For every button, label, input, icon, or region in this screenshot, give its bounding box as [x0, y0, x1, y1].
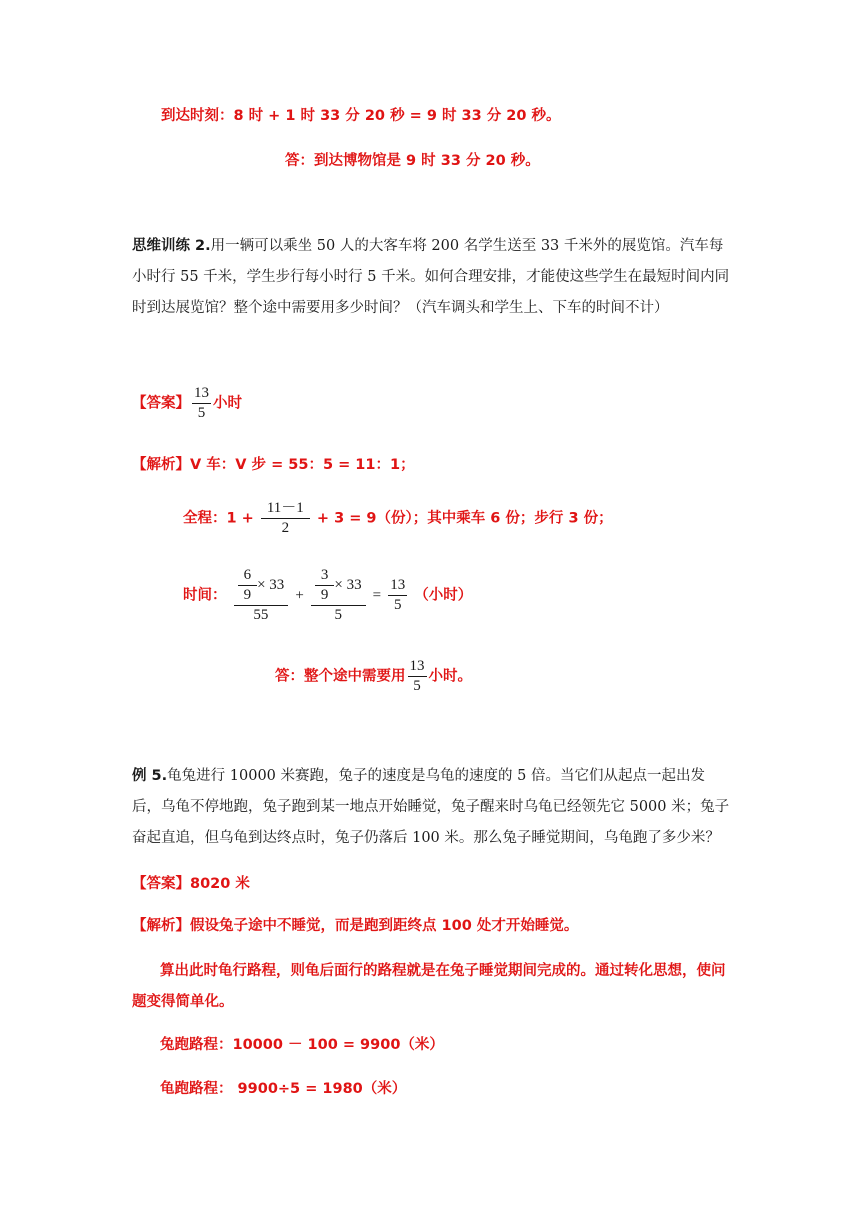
result-fraction — [388, 576, 407, 615]
time-line — [183, 566, 472, 625]
final-answer-suffix: 小时。 — [428, 668, 472, 685]
inner-fraction — [238, 566, 258, 605]
example-5-problem — [132, 761, 732, 854]
time-unit: （小时） — [414, 587, 473, 604]
answer-label: 【答案】 — [132, 876, 190, 892]
fraction-numerator: 11－1 — [266, 500, 304, 516]
times-term: × 33 — [334, 576, 362, 593]
fraction-numerator: 13 — [409, 658, 425, 674]
arrival-answer-line: 答：到达博物馆是 9 时 33 分 20 秒。 — [285, 153, 540, 169]
fraction-denominator: 5 — [408, 676, 427, 696]
answer-1 — [132, 384, 242, 423]
tortoise-distance-line: 龟跑路程： 9900÷5 = 1980（米） — [160, 1081, 407, 1097]
answer-value: 8020 米 — [190, 876, 250, 892]
full-distance-prefix: 全程：1 + — [183, 510, 254, 527]
answer-2 — [132, 872, 250, 893]
fraction-numerator: 13 — [194, 385, 209, 401]
answer-label: 【答案】 — [132, 395, 190, 412]
analysis-label: 【解析】 — [132, 918, 190, 934]
fraction-numerator: 3 — [320, 567, 329, 583]
fraction-denominator: 55 — [234, 605, 289, 625]
plus-sign: + — [295, 587, 304, 604]
answer-unit: 小时 — [213, 395, 242, 412]
full-distance-suffix: + 3 = 9（份）；其中乘车 6 份；步行 3 份； — [316, 510, 613, 527]
arrival-time-line: 到达时刻：8 时 + 1 时 33 分 20 秒 = 9 时 33 分 20 秒。 — [161, 108, 561, 124]
explanation-paragraph: 算出此时龟行路程，则龟后面行的路程就是在兔子睡觉期间完成的。通过转化思想，使问题变得简单化。 — [132, 963, 726, 1010]
inner-fraction — [315, 566, 335, 605]
analysis-1 — [132, 453, 415, 474]
analysis-2 — [132, 914, 578, 935]
fraction — [408, 657, 427, 696]
fraction-denominator: 5 — [388, 595, 407, 615]
training-label: 思维训练 2. — [132, 238, 211, 254]
compound-fraction-2 — [311, 566, 366, 625]
fraction-denominator: 2 — [261, 518, 310, 538]
example-label: 例 5. — [132, 768, 168, 784]
answer-1-final — [275, 657, 472, 696]
fraction-denominator: 5 — [311, 605, 366, 625]
speed-ratio: V 车：V 步 = 55：5 = 11：1； — [190, 457, 415, 473]
fraction — [261, 499, 310, 538]
fraction-denominator: 5 — [192, 403, 211, 423]
final-answer-prefix: 答：整个途中需要用 — [275, 668, 406, 685]
fraction-denominator: 9 — [315, 585, 335, 605]
full-distance-line — [183, 499, 613, 538]
compound-fraction-1 — [234, 566, 289, 625]
times-term: × 33 — [257, 576, 285, 593]
fraction-denominator: 9 — [238, 585, 258, 605]
fraction — [192, 384, 211, 423]
example-text: 龟兔进行 10000 米赛跑，兔子的速度是乌龟的速度的 5 倍。当它们从起点一起出发后，乌龟不停地跑，兔子跑到某一地点开始睡觉，兔子醒来时乌龟已经领先它 5000 米；兔子奋起直追，但乌龟到达终点时，兔子仍落后 100 米。那么兔子睡觉期间，乌龟跑了多少米？ — [132, 768, 730, 846]
analysis-label: 【解析】 — [132, 457, 190, 473]
fraction-numerator: 6 — [243, 567, 252, 583]
training-problem — [132, 231, 732, 324]
equals-sign: = — [372, 587, 382, 604]
training-text: 用一辆可以乘坐 50 人的大客车将 200 名学生送至 33 千米外的展览馆。汽车每小时行 55 千米，学生步行每小时行 5 千米。如何合理安排，才能使这些学生在最短时间内同时到达展览馆？整个途中需要用多少时间？（汽车调头和学生上、下车的时间不计） — [132, 238, 730, 316]
rabbit-distance-line: 兔跑路程：10000 － 100 = 9900（米） — [160, 1037, 444, 1053]
time-prefix: 时间： — [183, 587, 227, 604]
fraction-numerator: 13 — [390, 577, 406, 593]
analysis-text: 假设兔子途中不睡觉，而是跑到距终点 100 处才开始睡觉。 — [190, 918, 579, 934]
